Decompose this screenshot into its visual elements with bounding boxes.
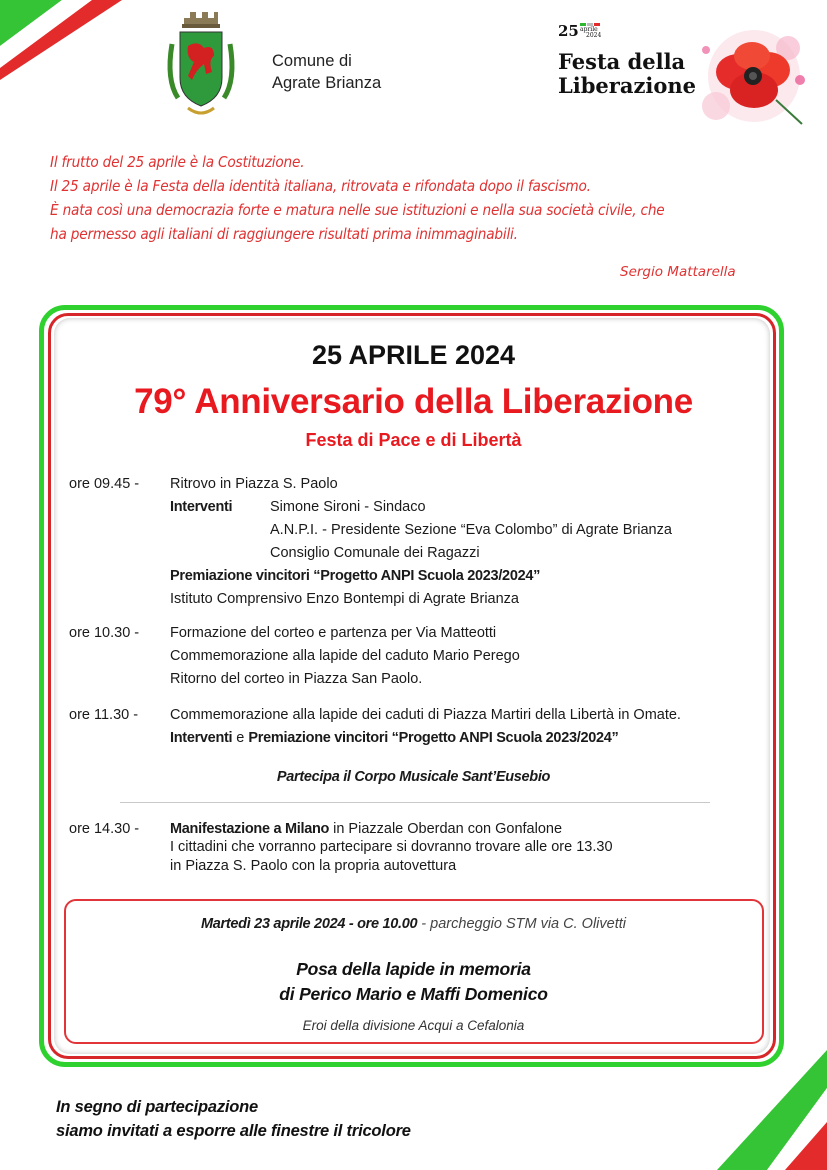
mattarella-quote <box>50 150 770 246</box>
time-1430: ore 14.30 - <box>69 821 140 837</box>
footer-invite <box>56 1095 411 1143</box>
interventi-label: Interventi <box>170 499 233 515</box>
program-item: Ritorno del corteo in Piazza San Paolo. <box>170 671 423 687</box>
quote-line-3: È nata così una democrazia forte e matura nelle sue istituzioni e nella sua società civile, che <box>50 201 665 219</box>
comune-name <box>272 50 381 94</box>
time-1130: ore 11.30 - <box>69 707 139 723</box>
time-0945: ore 09.45 - <box>69 476 140 492</box>
footer-line-1: In segno di partecipazione <box>56 1098 259 1116</box>
program-item-interventi <box>170 727 618 750</box>
program-item: Istituto Comprensivo Enzo Bontempi di Agrate Brianza <box>170 591 519 607</box>
memorial-title-line-1: Posa della lapide in memoria <box>296 959 531 979</box>
divider <box>120 802 710 803</box>
program-speaker: Consiglio Comunale dei Ragazzi <box>270 545 480 561</box>
festa-logo-number: 25 <box>558 22 579 40</box>
quote-line-2: Il 25 aprile è la Festa della identità italiana, ritrovata e rifondata dopo il fascismo. <box>50 177 591 195</box>
time-1030: ore 10.30 - <box>69 625 140 641</box>
memorial-location: - parcheggio STM via C. Olivetti <box>417 916 626 932</box>
quote-line-4: ha permesso agli italiani di raggiungere risultati prima inimmaginabili. <box>50 225 518 243</box>
program-item: I cittadini che vorranno partecipare si dovranno trovare alle ore 13.30 <box>170 839 613 855</box>
program-award: Premiazione vincitori “Progetto ANPI Scuola 2023/2024” <box>248 730 619 746</box>
program-speaker: Simone Sironi - Sindaco <box>270 499 426 515</box>
milano-highlight: Manifestazione a Milano <box>170 821 330 837</box>
program-item: in Piazza S. Paolo con la propria autovettura <box>170 858 457 874</box>
event-subtitle: Festa di Pace e di Libertà <box>305 430 522 450</box>
event-date: 25 APRILE 2024 <box>311 340 516 370</box>
festa-title-line-2: Liberazione <box>558 73 696 98</box>
quote-line-1: Il frutto del 25 aprile è la Costituzione. <box>50 153 305 171</box>
quote-author: Sergio Mattarella <box>620 264 736 280</box>
program-award: Premiazione vincitori “Progetto ANPI Scuola 2023/2024” <box>170 568 541 584</box>
program-connector: e <box>232 730 249 746</box>
comune-line-1: Comune di <box>272 52 352 70</box>
festa-title-line-1: Festa della <box>558 49 686 74</box>
program-item: Ritrovo in Piazza S. Paolo <box>170 476 338 492</box>
program-item: Commemorazione alla lapide del caduto Mario Perego <box>170 648 520 664</box>
footer-line-2: siamo invitati a esporre alle finestre il tricolore <box>56 1122 411 1140</box>
festa-logo-year: 2024 <box>586 32 602 39</box>
festa-logo-aprile: aprile <box>580 26 598 33</box>
musical-note: Partecipa il Corpo Musicale Sant’Eusebio <box>276 769 551 785</box>
memorial-date-line <box>0 916 827 932</box>
memorial-title <box>0 957 827 1007</box>
poppy-icon <box>676 20 818 132</box>
program-item: Formazione del corteo e partenza per Via Matteotti <box>170 625 497 641</box>
memorial-date: Martedì 23 aprile 2024 - ore 10.00 <box>200 916 418 932</box>
festa-logo <box>558 20 818 132</box>
event-title: 79° Anniversario della Liberazione <box>134 382 693 421</box>
comune-line-2: Agrate Brianza <box>272 74 382 92</box>
milano-location: in Piazzale Oberdan con Gonfalone <box>329 821 563 837</box>
program-item: Commemorazione alla lapide dei caduti di Piazza Martiri della Libertà in Omate. <box>170 707 681 723</box>
memorial-subtitle: Eroi della divisione Acqui a Cefalonia <box>302 1018 525 1033</box>
comune-crest-icon <box>160 10 242 122</box>
memorial-title-line-2: di Perico Mario e Maffi Domenico <box>279 984 548 1004</box>
tricolor-corner-top-left <box>0 0 130 80</box>
program-speaker: A.N.P.I. - Presidente Sezione “Eva Colombo” di Agrate Brianza <box>270 522 672 538</box>
interventi-label: Interventi <box>170 730 233 746</box>
